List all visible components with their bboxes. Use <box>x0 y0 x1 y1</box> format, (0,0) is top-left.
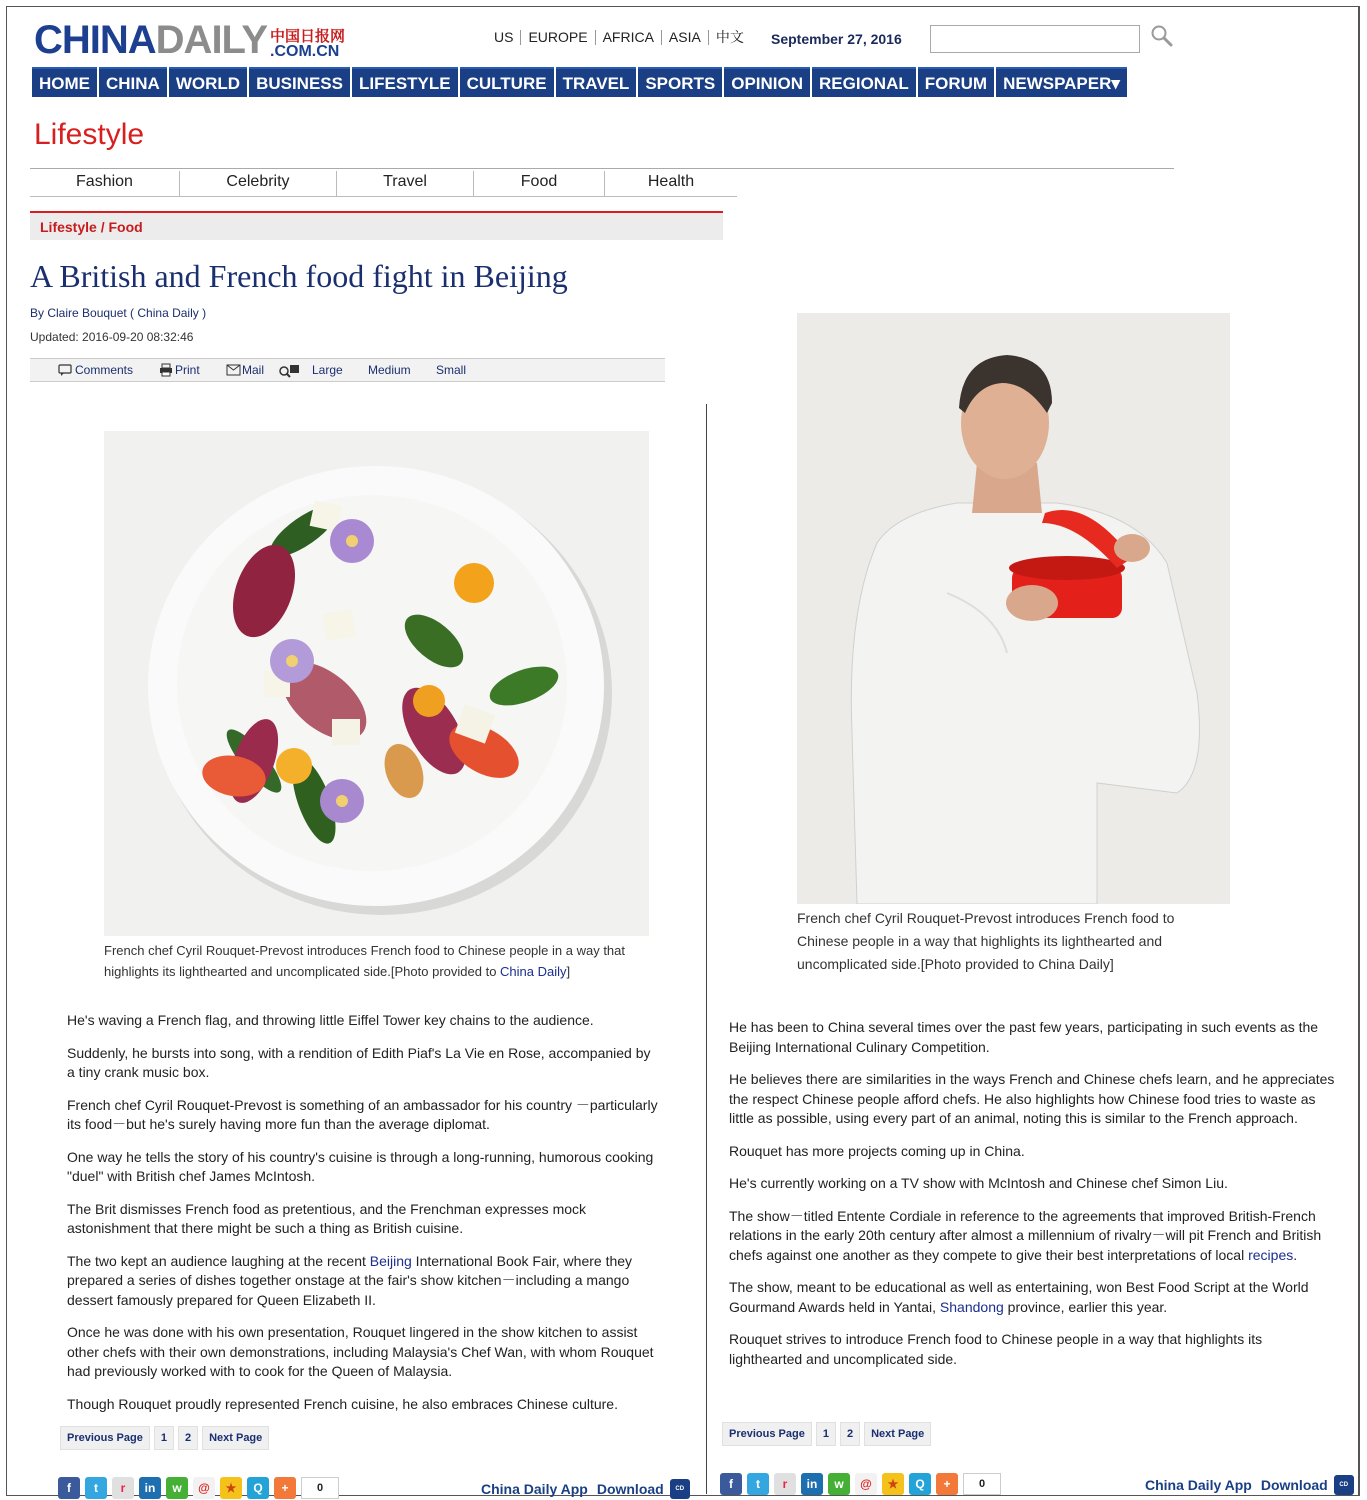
reddit-icon[interactable]: r <box>774 1473 796 1495</box>
salad-photo-caption <box>104 940 649 982</box>
salad-photo <box>104 431 649 936</box>
article-left-column <box>67 1011 662 1427</box>
nav-opinion[interactable]: OPINION <box>724 67 810 97</box>
paragraph: Though Rouquet proudly represented French cuisine, he also embraces Chinese culture. <box>67 1395 618 1412</box>
comments-link[interactable]: Comments <box>75 363 134 377</box>
nav-home[interactable]: HOME <box>32 67 97 97</box>
current-date: September 27, 2016 <box>771 31 902 47</box>
app-download-right[interactable] <box>1145 1475 1354 1495</box>
paragraph: He has been to China several times over the past few years, participating in such events as the Beijing International Culinary Competition. <box>729 1019 1319 1055</box>
more-share-icon[interactable]: + <box>936 1473 958 1495</box>
logo-china: CHINA <box>34 18 156 62</box>
nav-world[interactable]: WORLD <box>169 67 247 97</box>
weibo-icon[interactable]: @ <box>855 1473 877 1495</box>
caption1-link[interactable]: China Daily <box>500 964 567 979</box>
paragraph: He's waving a French flag, and throwing little Eiffel Tower key chains to the audience. <box>67 1012 594 1028</box>
app-label: China Daily App <box>481 1481 588 1497</box>
subnav-celebrity[interactable]: Celebrity <box>180 171 337 196</box>
previous-page-button[interactable]: Previous Page <box>60 1426 150 1450</box>
edition-chinese[interactable]: 中文 <box>715 29 744 45</box>
favorite-icon[interactable]: ★ <box>882 1473 904 1495</box>
nav-forum[interactable]: FORUM <box>918 67 994 97</box>
section-title[interactable]: Lifestyle <box>34 118 145 151</box>
nav-culture[interactable]: CULTURE <box>460 67 554 97</box>
paragraph: The show－titled Entente Cordiale in reference to the agreements that improved British-French relations in the early 20th century after almost a millennium of rivalry－will pit French and British chefs against one another as they compete to give their best interpretations of local recipes. <box>729 1207 1322 1263</box>
page-2-button[interactable]: 2 <box>840 1422 860 1446</box>
subnav-food[interactable]: Food <box>474 171 605 196</box>
subnav-health[interactable]: Health <box>647 173 695 190</box>
mail-icon <box>226 364 241 376</box>
print-link[interactable]: Print <box>175 363 200 377</box>
search-input[interactable] <box>930 25 1140 53</box>
paragraph: Once he was done with his own presentation, Rouquet lingered in the show kitchen to assist other chefs with their own demonstrations, including Malaysia's Chef Wan, with whom Rouquet had previously worked with to cook for the Queen of Malaysia. <box>67 1324 654 1379</box>
paragraph: Rouquet strives to introduce French food to Chinese people in a way that highlights its lighthearted and uncomplicated side. <box>729 1331 1263 1367</box>
paragraph: The Brit dismisses French food as pretentious, and the Frenchman expresses mock astonishment that there might be such a thing as British cuisine. <box>67 1200 587 1236</box>
caption1-text: French chef Cyril Rouquet-Prevost introduces French food to Chinese people in a way that highlights its lighthearted and uncomplicated side.[Photo provided to <box>104 943 625 979</box>
nav-newspaper[interactable]: NEWSPAPER▾ <box>996 67 1127 97</box>
subnav-travel[interactable]: Travel <box>337 171 474 196</box>
china-daily-app-icon: CD <box>1334 1475 1354 1495</box>
more-share-icon[interactable]: + <box>274 1477 296 1499</box>
paragraph: The two kept an audience laughing at the recent Beijing International Book Fair, where they prepared a series of dishes together onstage at the fair's show kitchen－including a mango dessert famously prepared for Queen Elizabeth II. <box>67 1252 633 1308</box>
weibo-icon[interactable]: @ <box>193 1477 215 1499</box>
app-label: China Daily App <box>1145 1477 1252 1493</box>
wechat-icon[interactable]: w <box>166 1477 188 1499</box>
share-count: 0 <box>963 1473 1001 1495</box>
article-right-column <box>729 1018 1335 1382</box>
edition-europe[interactable]: EUROPE <box>521 30 595 45</box>
china-daily-app-icon: CD <box>670 1479 690 1499</box>
chef-photo <box>797 313 1230 904</box>
facebook-icon[interactable]: f <box>720 1473 742 1495</box>
app-download-left[interactable] <box>481 1479 690 1499</box>
mail-link[interactable]: Mail <box>242 363 265 377</box>
article-headline: A British and French food fight in Beijing <box>30 258 568 294</box>
section-divider <box>30 168 1174 169</box>
previous-page-button[interactable]: Previous Page <box>722 1422 812 1446</box>
page-1-button[interactable]: 1 <box>816 1422 836 1446</box>
print-icon <box>159 363 173 377</box>
sub-nav <box>30 171 737 197</box>
article-byline: By Claire Bouquet ( China Daily ) <box>30 306 207 320</box>
search-icon[interactable] <box>1150 24 1174 48</box>
pagination-right <box>722 1422 935 1446</box>
qzone-icon[interactable]: Q <box>247 1477 269 1499</box>
paragraph: One way he tells the story of his country's cuisine is through a long-running, humorous cooking "duel" with British chef James McIntosh. <box>67 1148 654 1184</box>
font-medium-link[interactable]: Medium <box>368 363 411 377</box>
facebook-icon[interactable]: f <box>58 1477 80 1499</box>
edition-asia[interactable]: ASIA <box>662 30 709 45</box>
beijing-link[interactable]: Beijing <box>369 1252 412 1269</box>
font-large-link[interactable]: Large <box>312 363 343 377</box>
nav-regional[interactable]: REGIONAL <box>812 67 916 97</box>
pagination-left <box>60 1426 273 1450</box>
breadcrumb <box>30 211 723 240</box>
edition-africa[interactable]: AFRICA <box>596 30 662 45</box>
zoom-icon <box>278 364 300 378</box>
breadcrumb-text[interactable]: Lifestyle / Food <box>40 219 143 235</box>
linkedin-icon[interactable]: in <box>801 1473 823 1495</box>
wechat-icon[interactable]: w <box>828 1473 850 1495</box>
recipes-link[interactable]: recipes <box>1248 1246 1294 1263</box>
paragraph: Suddenly, he bursts into song, with a rendition of Edith Piaf's La Vie en Rose, accompanied by a tiny crank music box. <box>67 1044 651 1080</box>
nav-lifestyle[interactable]: LIFESTYLE <box>352 67 458 97</box>
share-count: 0 <box>301 1477 339 1499</box>
reddit-icon[interactable]: r <box>112 1477 134 1499</box>
comment-icon <box>58 364 72 376</box>
download-link[interactable]: Download <box>1260 1477 1328 1493</box>
edition-us[interactable]: US <box>494 30 521 45</box>
edition-links <box>494 30 751 45</box>
logo-daily: DAILY <box>155 18 267 62</box>
paragraph: Rouquet has more projects coming up in China. <box>729 1142 1025 1159</box>
caption1-end: ] <box>566 964 571 979</box>
twitter-icon[interactable]: t <box>85 1477 107 1499</box>
share-bar-left <box>58 1476 339 1500</box>
download-link[interactable]: Download <box>596 1481 664 1497</box>
nav-china[interactable]: CHINA <box>99 67 167 97</box>
china-daily-logo[interactable] <box>34 16 345 60</box>
page-1-button[interactable]: 1 <box>154 1426 174 1450</box>
nav-travel[interactable]: TRAVEL <box>556 67 637 97</box>
nav-sports[interactable]: SPORTS <box>638 67 722 97</box>
paragraph: The show, meant to be educational as well as entertaining, won Best Food Script at the World Gourmand Awards held in Yantai, Shandong province, earlier this year. <box>729 1279 1309 1315</box>
next-page-button[interactable]: Next Page <box>202 1426 269 1450</box>
next-page-button[interactable]: Next Page <box>864 1422 931 1446</box>
chef-photo-caption: French chef Cyril Rouquet-Prevost introduces French food to Chinese people in a way that highlights its lighthearted and uncomplicated side.[Photo provided to China Daily] <box>797 910 1175 972</box>
page-2-button[interactable]: 2 <box>178 1426 198 1450</box>
subnav-fashion[interactable]: Fashion <box>30 171 180 196</box>
shandong-link[interactable]: Shandong <box>939 1298 1004 1315</box>
logo-domain: .COM.CN <box>270 43 340 60</box>
paragraph: He's currently working on a TV show with McIntosh and Chinese chef Simon Liu. <box>729 1175 1228 1191</box>
qzone-icon[interactable]: Q <box>909 1473 931 1495</box>
favorite-icon[interactable]: ★ <box>220 1477 242 1499</box>
linkedin-icon[interactable]: in <box>139 1477 161 1499</box>
article-updated: Updated: 2016-09-20 08:32:46 <box>30 330 194 344</box>
font-small-link[interactable]: Small <box>436 363 467 377</box>
logo-chinese: 中国日报网 <box>270 28 346 45</box>
main-nav <box>32 67 1129 97</box>
column-divider <box>706 404 707 1494</box>
paragraph: He believes there are similarities in the ways French and Chinese chefs learn, and he appreciates the respect Chinese people afford chefs. He also highlights how Chinese food tries to waste as little as possible, using every part of an animal, noting this is similar to the French approach. <box>729 1071 1335 1126</box>
nav-business[interactable]: BUSINESS <box>249 67 350 97</box>
twitter-icon[interactable]: t <box>747 1473 769 1495</box>
article-toolbar <box>30 358 665 382</box>
paragraph: French chef Cyril Rouquet-Prevost is something of an ambassador for his country －particularly its food－but he's surely having more fun than the average diplomat. <box>67 1096 658 1132</box>
share-bar-right <box>720 1472 1001 1496</box>
